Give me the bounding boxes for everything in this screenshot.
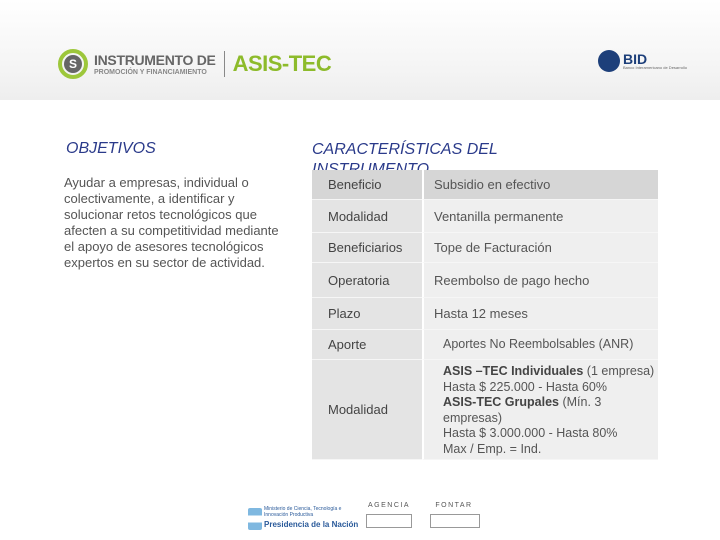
instrumento-subtitle: PROMOCIÓN Y FINANCIAMIENTO	[94, 68, 207, 76]
grupal-label: ASIS-TEC Grupales	[443, 395, 559, 409]
modalidad-detail	[443, 364, 655, 457]
bid-subtitle: Banco Interamericano de Desarrollo	[623, 64, 688, 70]
table-row	[312, 263, 658, 298]
presidencia-text: Presidencia de la Nación	[264, 520, 359, 529]
footer-logos	[248, 502, 488, 536]
row-value: Ventanilla permanente	[422, 200, 658, 233]
fontar-logo: FONTAR	[435, 502, 473, 509]
instrumento-logo	[58, 46, 331, 82]
row-label: Beneficio	[312, 170, 422, 200]
aporte-value: Aportes No Reembolsables (ANR)	[443, 337, 634, 351]
asis-tec-logo: ASIS-TEC	[232, 51, 332, 76]
grupal-line	[443, 395, 655, 426]
table-row	[312, 170, 658, 200]
objetivos-text: Ayudar a empresas, individual o colectivamente, a identificar y solucionar retos tecnológicos que afecten a su competitividad mediante el apoyo de asesores tecnológicos expertos en su sector de actividad.	[64, 175, 279, 270]
row-value: Reembolso de pago hecho	[422, 263, 658, 298]
individual-note: (1 empresa)	[583, 364, 655, 378]
caracteristicas-heading: CARACTERÍSTICAS DEL	[312, 141, 498, 158]
row-value: Hasta 12 meses	[422, 298, 658, 330]
row-value: Subsidio en efectivo	[422, 170, 658, 200]
table-row	[312, 233, 658, 263]
agencia-logo: AGENCIA	[367, 502, 410, 509]
globe-icon	[598, 50, 620, 72]
row-label: Operatoria	[312, 263, 422, 298]
logo-divider	[224, 51, 225, 77]
row-label: Modalidad	[312, 200, 422, 233]
individual-line	[443, 364, 655, 380]
ministerio-text: Ministerio de Ciencia, Tecnología e Innovación Productiva	[264, 506, 342, 518]
fontar-logo-mark	[430, 514, 480, 528]
argentina-flag-icon	[248, 508, 262, 530]
row-label: Aporte	[312, 330, 422, 360]
instrumento-text	[94, 53, 216, 76]
bid-wordmark: BID	[623, 50, 648, 67]
grupal-note: (Mín. 3 empresas)	[443, 395, 602, 425]
s-logo-icon	[58, 49, 88, 79]
row-label: Plazo	[312, 298, 422, 330]
objetivos-heading: OBJETIVOS	[66, 140, 156, 157]
individual-label: ASIS –TEC Individuales	[443, 364, 584, 378]
max-emp: Max / Emp. = Ind.	[443, 441, 542, 456]
grupal-amount: Hasta $ 3.000.000 - Hasta 80%	[443, 426, 618, 440]
row-value: Tope de Facturación	[422, 233, 658, 263]
s-logo-letter: S	[64, 55, 82, 73]
agencia-logo-mark	[366, 514, 412, 528]
row-label: Modalidad	[312, 360, 422, 460]
table-row	[312, 200, 658, 233]
table-row	[312, 298, 658, 330]
bid-logo	[598, 50, 687, 72]
row-label: Beneficiarios	[312, 233, 422, 263]
individual-amount: Hasta $ 225.000 - Hasta 60%	[443, 379, 607, 394]
instrumento-title: INSTRUMENTO DE	[94, 51, 216, 68]
